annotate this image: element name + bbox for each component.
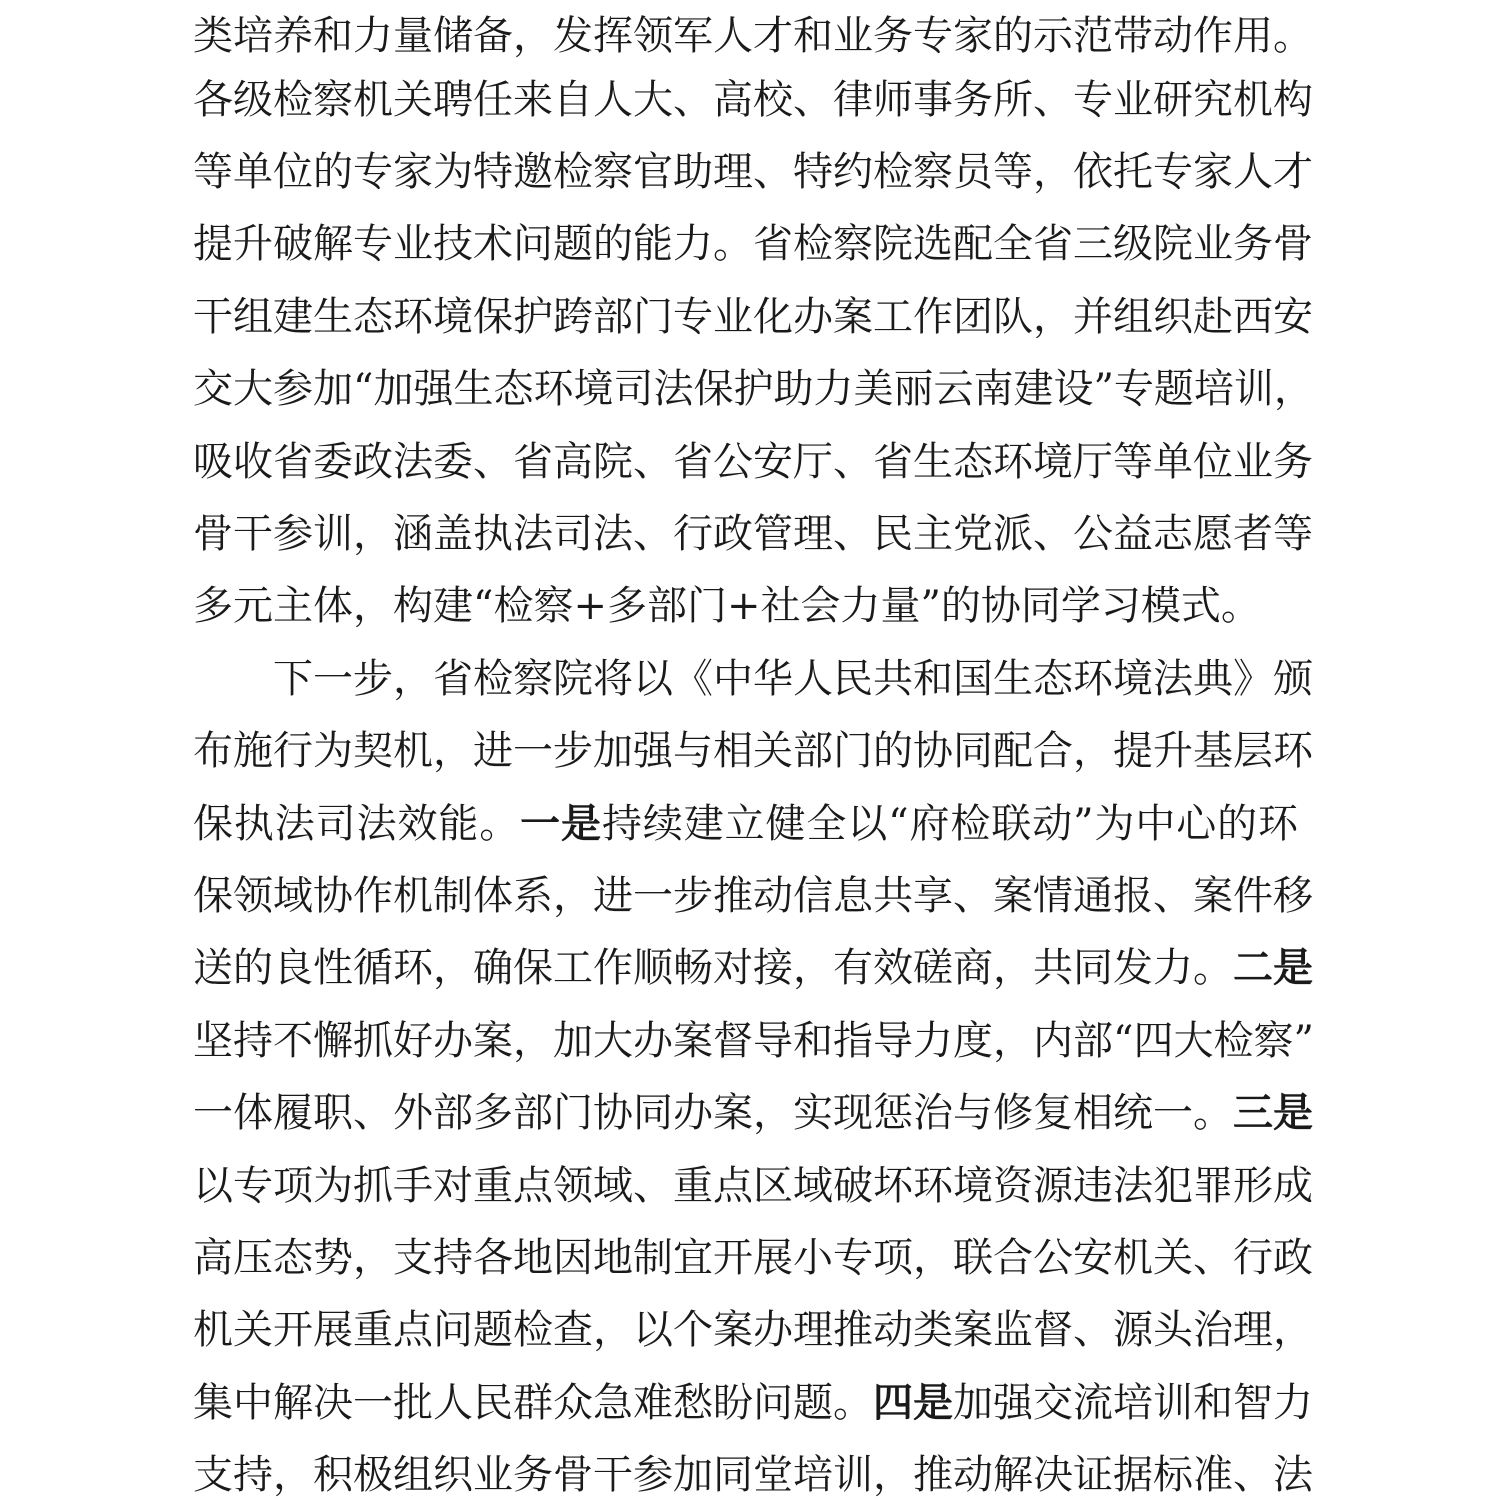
text-line: 交大参加“加强生态环境司法保护助力美丽云南建设”专题培训， xyxy=(193,366,1314,412)
text-line xyxy=(193,1077,1313,1149)
text-segment: 一体履职、外部多部门协同办案，实现惩治与修复相统一。 xyxy=(193,1090,1233,1136)
text-line: 等单位的专家为特邀检察官助理、特约检察员等，依托专家人才 xyxy=(193,149,1313,195)
text-line: 干组建生态环境保护跨部门专业化办案工作团队，并组织赴西安 xyxy=(193,294,1313,340)
text-line: 机关开展重点问题检查，以个案办理推动类案监督、源头治理， xyxy=(193,1307,1313,1353)
text-line: 各级检察机关聘任来自人大、高校、律师事务所、专业研究机构 xyxy=(193,77,1313,123)
text-line xyxy=(193,788,1298,860)
text-segment: 持续建立健全以“府检联动”为中心的环 xyxy=(601,801,1299,847)
text-segment: 保执法司法效能。 xyxy=(193,801,521,847)
paragraph-first-line: 下一步，省检察院将以《中华人民共和国生态环境法典》颁 xyxy=(273,656,1313,702)
bold-heading: 二是 xyxy=(1233,945,1313,991)
text-line: 提升破解专业技术问题的能力。省检察院选配全省三级院业务骨 xyxy=(193,221,1313,267)
text-segment: 集中解决一批人民群众急难愁盼问题。 xyxy=(193,1380,873,1426)
text-line: 坚持不懈抓好办案，加大办案督导和指导力度，内部“四大检察” xyxy=(193,1018,1314,1064)
text-line xyxy=(193,1367,1313,1439)
text-segment: 加强交流培训和智力 xyxy=(953,1380,1313,1426)
text-line: 吸收省委政法委、省高院、省公安厅、省生态环境厅等单位业务 xyxy=(193,439,1313,485)
text-line: 以专项为抓手对重点领域、重点区域破坏环境资源违法犯罪形成 xyxy=(193,1163,1313,1209)
text-line: 骨干参训，涵盖执法司法、行政管理、民主党派、公益志愿者等 xyxy=(193,511,1313,557)
bold-heading: 三是 xyxy=(1233,1090,1313,1136)
text-line: 支持，积极组织业务骨干参加同堂培训，推动解决证据标准、法 xyxy=(193,1452,1313,1498)
bold-heading: 四是 xyxy=(873,1380,953,1426)
text-line: 布施行为契机，进一步加强与相关部门的协同配合，提升基层环 xyxy=(193,728,1313,774)
text-line xyxy=(193,932,1313,1004)
text-segment: 送的良性循环，确保工作顺畅对接，有效磋商，共同发力。 xyxy=(193,945,1233,991)
text-line: 多元主体，构建“检察+多部门+社会力量”的协同学习模式。 xyxy=(193,583,1261,629)
bold-heading: 一是 xyxy=(520,801,602,847)
text-line: 保领域协作机制体系，进一步推动信息共享、案情通报、案件移 xyxy=(193,873,1313,919)
text-line: 高压态势，支持各地因地制宜开展小专项，联合公安机关、行政 xyxy=(193,1235,1313,1281)
text-line: 类培养和力量储备，发挥领军人才和业务专家的示范带动作用。 xyxy=(193,13,1313,59)
